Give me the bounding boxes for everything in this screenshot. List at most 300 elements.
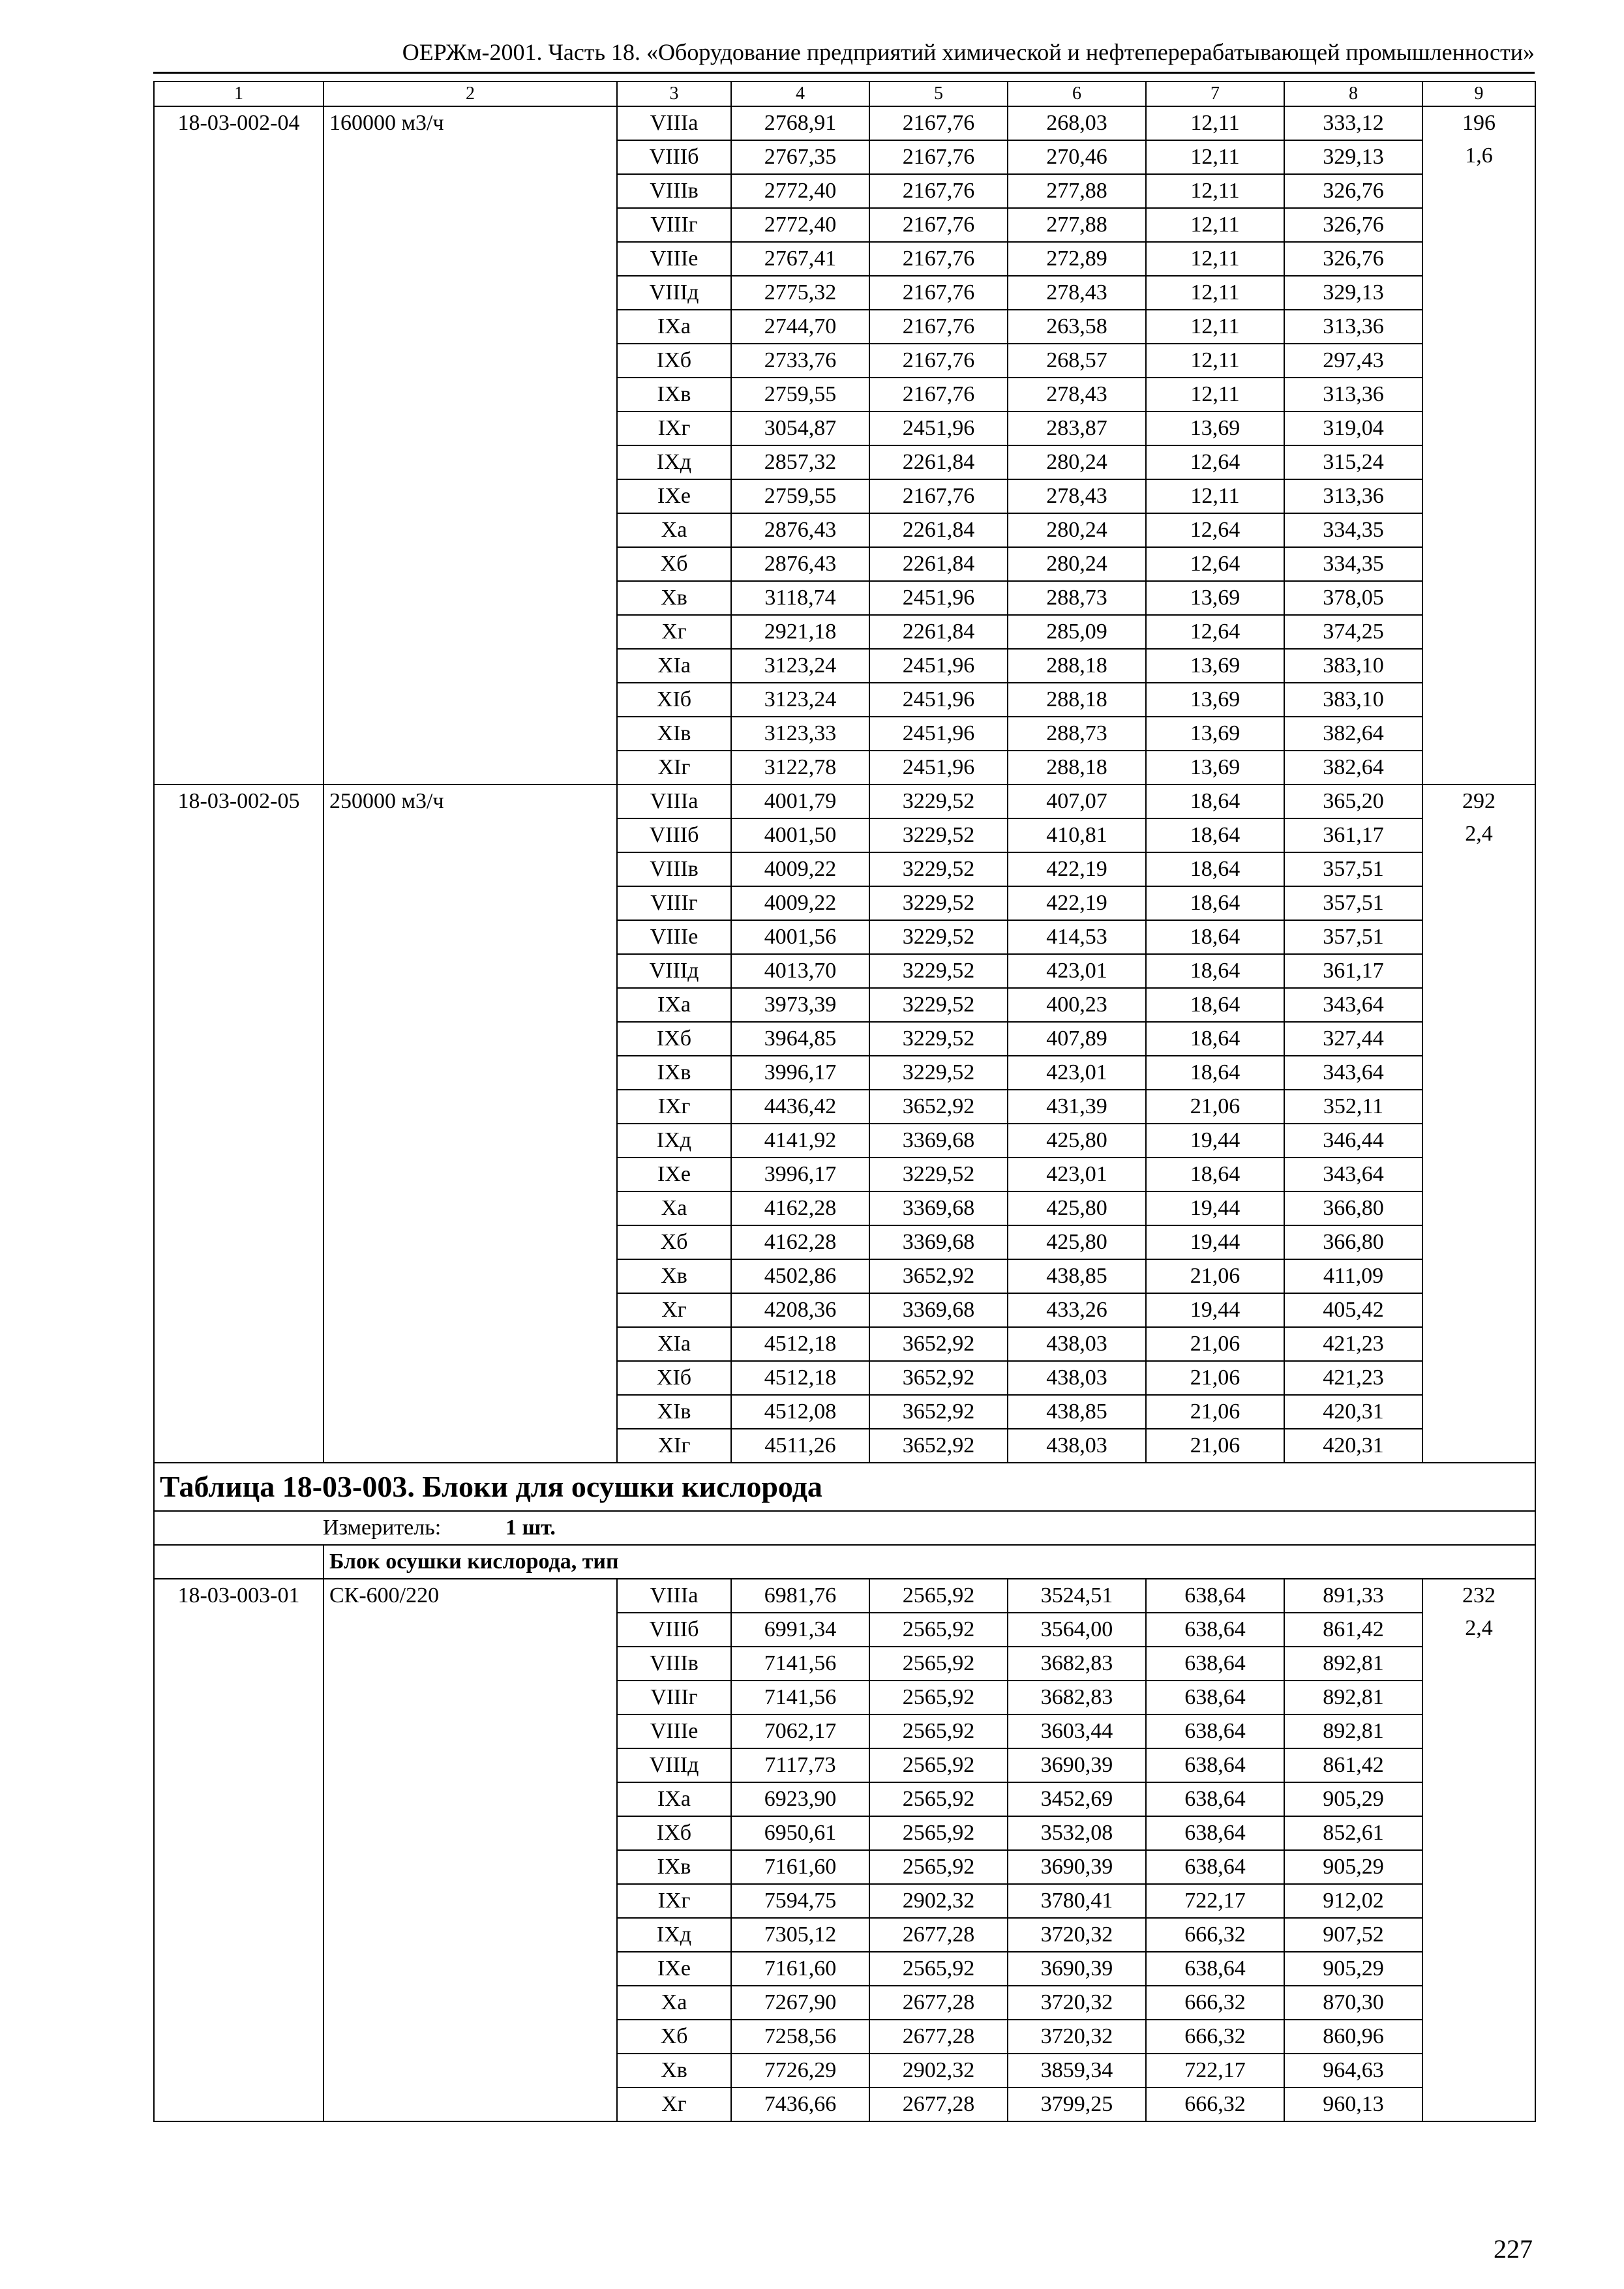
zone-cell: IXе xyxy=(617,1952,731,1986)
rates-table xyxy=(153,81,1536,2122)
value-cell: 7594,75 xyxy=(731,1884,869,1918)
column-number: 6 xyxy=(1008,82,1146,106)
value-cell: 2565,92 xyxy=(869,1579,1008,1613)
value-cell: 272,89 xyxy=(1008,242,1146,276)
zone-cell: IXа xyxy=(617,310,731,344)
column-number: 3 xyxy=(617,82,731,106)
weight-value: 232 xyxy=(1462,1583,1496,1608)
value-cell: 431,39 xyxy=(1008,1090,1146,1124)
value-cell: 12,64 xyxy=(1146,445,1284,479)
zone-cell: Xг xyxy=(617,1293,731,1327)
value-cell: 3123,24 xyxy=(731,649,869,683)
group-title: Блок осушки кислорода, тип xyxy=(323,1545,1535,1579)
value-cell: 268,57 xyxy=(1008,344,1146,378)
value-cell: 4001,56 xyxy=(731,920,869,954)
value-cell: 383,10 xyxy=(1284,649,1422,683)
value-cell: 13,69 xyxy=(1146,717,1284,751)
value-cell: 288,73 xyxy=(1008,581,1146,615)
column-number: 2 xyxy=(323,82,617,106)
value-cell: 6923,90 xyxy=(731,1782,869,1816)
zone-cell: VIIIв xyxy=(617,174,731,208)
value-cell: 361,17 xyxy=(1284,954,1422,988)
value-cell: 3229,52 xyxy=(869,886,1008,920)
zone-cell: Xб xyxy=(617,547,731,581)
value-cell: 852,61 xyxy=(1284,1816,1422,1850)
value-cell: 3652,92 xyxy=(869,1429,1008,1463)
value-cell: 280,24 xyxy=(1008,445,1146,479)
value-cell: 12,64 xyxy=(1146,547,1284,581)
value-cell: 3780,41 xyxy=(1008,1884,1146,1918)
value-cell: 2565,92 xyxy=(869,1782,1008,1816)
value-cell: 13,69 xyxy=(1146,581,1284,615)
weight-cell xyxy=(1422,106,1535,785)
value-cell: 18,64 xyxy=(1146,954,1284,988)
value-cell: 315,24 xyxy=(1284,445,1422,479)
value-cell: 288,18 xyxy=(1008,683,1146,717)
value-cell: 343,64 xyxy=(1284,988,1422,1022)
zone-cell: Xг xyxy=(617,2087,731,2121)
value-cell: 12,11 xyxy=(1146,140,1284,174)
value-cell: 4436,42 xyxy=(731,1090,869,1124)
value-cell: 912,02 xyxy=(1284,1884,1422,1918)
value-cell: 722,17 xyxy=(1146,1884,1284,1918)
value-cell: 2772,40 xyxy=(731,174,869,208)
value-cell: 638,64 xyxy=(1146,1850,1284,1884)
value-cell: 3229,52 xyxy=(869,920,1008,954)
value-cell: 297,43 xyxy=(1284,344,1422,378)
value-cell: 638,64 xyxy=(1146,1714,1284,1748)
value-cell: 421,23 xyxy=(1284,1361,1422,1395)
value-cell: 2677,28 xyxy=(869,1918,1008,1952)
item-name: 250000 м3/ч xyxy=(323,785,617,1463)
value-cell: 892,81 xyxy=(1284,1647,1422,1681)
header-rule xyxy=(153,72,1535,74)
zone-cell: VIIIа xyxy=(617,106,731,140)
value-cell: 438,85 xyxy=(1008,1395,1146,1429)
value-cell: 2677,28 xyxy=(869,2020,1008,2054)
value-cell: 378,05 xyxy=(1284,581,1422,615)
value-cell: 2677,28 xyxy=(869,2087,1008,2121)
zone-cell: IXв xyxy=(617,378,731,411)
value-cell: 425,80 xyxy=(1008,1191,1146,1225)
value-cell: 7267,90 xyxy=(731,1986,869,2020)
zone-cell: IXг xyxy=(617,411,731,445)
value-cell: 13,69 xyxy=(1146,683,1284,717)
value-cell: 2759,55 xyxy=(731,378,869,411)
value-cell: 346,44 xyxy=(1284,1124,1422,1158)
value-cell: 3123,33 xyxy=(731,717,869,751)
value-cell: 3720,32 xyxy=(1008,1986,1146,2020)
column-number-row xyxy=(154,82,1535,106)
weight-value: 292 xyxy=(1462,789,1496,813)
value-cell: 19,44 xyxy=(1146,1124,1284,1158)
value-cell: 326,76 xyxy=(1284,208,1422,242)
value-cell: 18,64 xyxy=(1146,1056,1284,1090)
value-cell: 3123,24 xyxy=(731,683,869,717)
value-cell: 13,69 xyxy=(1146,751,1284,785)
value-cell: 7161,60 xyxy=(731,1952,869,1986)
value-cell: 891,33 xyxy=(1284,1579,1422,1613)
value-cell: 327,44 xyxy=(1284,1022,1422,1056)
value-cell: 7726,29 xyxy=(731,2054,869,2087)
value-cell: 12,11 xyxy=(1146,310,1284,344)
zone-cell: VIIIб xyxy=(617,1613,731,1647)
value-cell: 414,53 xyxy=(1008,920,1146,954)
value-cell: 19,44 xyxy=(1146,1191,1284,1225)
measure-row xyxy=(154,1511,1535,1545)
value-cell: 366,80 xyxy=(1284,1191,1422,1225)
value-cell: 352,11 xyxy=(1284,1090,1422,1124)
value-cell: 313,36 xyxy=(1284,310,1422,344)
value-cell: 343,64 xyxy=(1284,1056,1422,1090)
value-cell: 2167,76 xyxy=(869,106,1008,140)
value-cell: 438,03 xyxy=(1008,1361,1146,1395)
value-cell: 2857,32 xyxy=(731,445,869,479)
value-cell: 12,11 xyxy=(1146,174,1284,208)
value-cell: 4009,22 xyxy=(731,886,869,920)
zone-cell: VIIIб xyxy=(617,818,731,852)
value-cell: 3720,32 xyxy=(1008,2020,1146,2054)
value-cell: 3859,34 xyxy=(1008,2054,1146,2087)
value-cell: 263,58 xyxy=(1008,310,1146,344)
value-cell: 19,44 xyxy=(1146,1293,1284,1327)
value-cell: 361,17 xyxy=(1284,818,1422,852)
value-cell: 423,01 xyxy=(1008,1158,1146,1191)
item-name: СК-600/220 xyxy=(323,1579,617,2121)
value-cell: 277,88 xyxy=(1008,208,1146,242)
table-row xyxy=(154,106,1535,140)
value-cell: 870,30 xyxy=(1284,1986,1422,2020)
value-cell: 425,80 xyxy=(1008,1225,1146,1259)
weight-value: 1,6 xyxy=(1465,143,1493,168)
value-cell: 12,11 xyxy=(1146,242,1284,276)
value-cell: 2167,76 xyxy=(869,242,1008,276)
value-cell: 638,64 xyxy=(1146,1681,1284,1714)
value-cell: 2767,41 xyxy=(731,242,869,276)
value-cell: 4013,70 xyxy=(731,954,869,988)
value-cell: 329,13 xyxy=(1284,140,1422,174)
value-cell: 4512,08 xyxy=(731,1395,869,1429)
value-cell: 2451,96 xyxy=(869,411,1008,445)
zone-cell: IXв xyxy=(617,1056,731,1090)
value-cell: 333,12 xyxy=(1284,106,1422,140)
value-cell: 3996,17 xyxy=(731,1056,869,1090)
value-cell: 283,87 xyxy=(1008,411,1146,445)
table-row xyxy=(154,1579,1535,1613)
value-cell: 21,06 xyxy=(1146,1361,1284,1395)
value-cell: 326,76 xyxy=(1284,174,1422,208)
value-cell: 400,23 xyxy=(1008,988,1146,1022)
value-cell: 21,06 xyxy=(1146,1259,1284,1293)
value-cell: 334,35 xyxy=(1284,513,1422,547)
value-cell: 638,64 xyxy=(1146,1613,1284,1647)
value-cell: 2921,18 xyxy=(731,615,869,649)
value-cell: 3973,39 xyxy=(731,988,869,1022)
value-cell: 2677,28 xyxy=(869,1986,1008,2020)
value-cell: 343,64 xyxy=(1284,1158,1422,1191)
zone-cell: IXг xyxy=(617,1884,731,1918)
zone-cell: Xа xyxy=(617,1191,731,1225)
table-title: Таблица 18-03-003. Блоки для осушки кислорода xyxy=(154,1463,1535,1511)
value-cell: 18,64 xyxy=(1146,886,1284,920)
value-cell: 3603,44 xyxy=(1008,1714,1146,1748)
value-cell: 2876,43 xyxy=(731,513,869,547)
column-number: 4 xyxy=(731,82,869,106)
value-cell: 3229,52 xyxy=(869,852,1008,886)
value-cell: 7305,12 xyxy=(731,1918,869,1952)
value-cell: 7258,56 xyxy=(731,2020,869,2054)
value-cell: 3652,92 xyxy=(869,1259,1008,1293)
column-number: 9 xyxy=(1422,82,1535,106)
value-cell: 4001,79 xyxy=(731,785,869,818)
zone-cell: VIIIг xyxy=(617,1681,731,1714)
value-cell: 2167,76 xyxy=(869,310,1008,344)
zone-cell: IXб xyxy=(617,1022,731,1056)
value-cell: 4512,18 xyxy=(731,1361,869,1395)
zone-cell: XIв xyxy=(617,1395,731,1429)
value-cell: 2451,96 xyxy=(869,649,1008,683)
value-cell: 905,29 xyxy=(1284,1850,1422,1884)
value-cell: 12,64 xyxy=(1146,615,1284,649)
value-cell: 638,64 xyxy=(1146,1782,1284,1816)
value-cell: 6991,34 xyxy=(731,1613,869,1647)
value-cell: 2744,70 xyxy=(731,310,869,344)
value-cell: 3229,52 xyxy=(869,1056,1008,1090)
value-cell: 2565,92 xyxy=(869,1816,1008,1850)
value-cell: 7062,17 xyxy=(731,1714,869,1748)
value-cell: 18,64 xyxy=(1146,988,1284,1022)
value-cell: 861,42 xyxy=(1284,1613,1422,1647)
value-cell: 3369,68 xyxy=(869,1124,1008,1158)
zone-cell: IXб xyxy=(617,1816,731,1850)
value-cell: 3652,92 xyxy=(869,1395,1008,1429)
value-cell: 905,29 xyxy=(1284,1782,1422,1816)
value-cell: 3122,78 xyxy=(731,751,869,785)
value-cell: 326,76 xyxy=(1284,242,1422,276)
value-cell: 2733,76 xyxy=(731,344,869,378)
value-cell: 12,11 xyxy=(1146,276,1284,310)
value-cell: 313,36 xyxy=(1284,479,1422,513)
zone-cell: VIIIе xyxy=(617,242,731,276)
value-cell: 12,11 xyxy=(1146,208,1284,242)
weight-value: 196 xyxy=(1462,111,1496,135)
value-cell: 892,81 xyxy=(1284,1681,1422,1714)
zone-cell: VIIIг xyxy=(617,208,731,242)
value-cell: 12,64 xyxy=(1146,513,1284,547)
value-cell: 2261,84 xyxy=(869,445,1008,479)
value-cell: 2167,76 xyxy=(869,174,1008,208)
value-cell: 13,69 xyxy=(1146,411,1284,445)
value-cell: 892,81 xyxy=(1284,1714,1422,1748)
value-cell: 4502,86 xyxy=(731,1259,869,1293)
weight-value: 2,4 xyxy=(1465,1616,1493,1640)
value-cell: 268,03 xyxy=(1008,106,1146,140)
value-cell: 319,04 xyxy=(1284,411,1422,445)
value-cell: 2167,76 xyxy=(869,479,1008,513)
value-cell: 905,29 xyxy=(1284,1952,1422,1986)
value-cell: 407,07 xyxy=(1008,785,1146,818)
value-cell: 278,43 xyxy=(1008,276,1146,310)
value-cell: 329,13 xyxy=(1284,276,1422,310)
value-cell: 907,52 xyxy=(1284,1918,1422,1952)
value-cell: 2261,84 xyxy=(869,513,1008,547)
value-cell: 405,42 xyxy=(1284,1293,1422,1327)
value-cell: 3229,52 xyxy=(869,785,1008,818)
value-cell: 334,35 xyxy=(1284,547,1422,581)
zone-cell: XIа xyxy=(617,649,731,683)
measure-label: Измеритель: xyxy=(323,1516,442,1540)
zone-cell: Xг xyxy=(617,615,731,649)
value-cell: 278,43 xyxy=(1008,378,1146,411)
value-cell: 7141,56 xyxy=(731,1647,869,1681)
value-cell: 270,46 xyxy=(1008,140,1146,174)
value-cell: 2451,96 xyxy=(869,683,1008,717)
value-cell: 3229,52 xyxy=(869,1158,1008,1191)
zone-cell: IXе xyxy=(617,1158,731,1191)
value-cell: 3054,87 xyxy=(731,411,869,445)
value-cell: 438,85 xyxy=(1008,1259,1146,1293)
value-cell: 964,63 xyxy=(1284,2054,1422,2087)
value-cell: 2565,92 xyxy=(869,1647,1008,1681)
zone-cell: XIг xyxy=(617,751,731,785)
value-cell: 638,64 xyxy=(1146,1647,1284,1681)
item-code: 18-03-002-05 xyxy=(154,785,323,1463)
zone-cell: IXа xyxy=(617,988,731,1022)
zone-cell: IXд xyxy=(617,1124,731,1158)
value-cell: 12,11 xyxy=(1146,378,1284,411)
value-cell: 3118,74 xyxy=(731,581,869,615)
value-cell: 420,31 xyxy=(1284,1429,1422,1463)
value-cell: 420,31 xyxy=(1284,1395,1422,1429)
value-cell: 3452,69 xyxy=(1008,1782,1146,1816)
value-cell: 288,18 xyxy=(1008,649,1146,683)
value-cell: 2902,32 xyxy=(869,2054,1008,2087)
value-cell: 2565,92 xyxy=(869,1952,1008,1986)
value-cell: 2565,92 xyxy=(869,1748,1008,1782)
value-cell: 13,69 xyxy=(1146,649,1284,683)
weight-value: 2,4 xyxy=(1465,822,1493,846)
zone-cell: XIв xyxy=(617,717,731,751)
zone-cell: VIIIб xyxy=(617,140,731,174)
column-number: 5 xyxy=(869,82,1008,106)
value-cell: 3996,17 xyxy=(731,1158,869,1191)
value-cell: 2261,84 xyxy=(869,615,1008,649)
value-cell: 2565,92 xyxy=(869,1850,1008,1884)
value-cell: 4208,36 xyxy=(731,1293,869,1327)
value-cell: 18,64 xyxy=(1146,920,1284,954)
zone-cell: VIIIа xyxy=(617,1579,731,1613)
value-cell: 422,19 xyxy=(1008,886,1146,920)
value-cell: 4009,22 xyxy=(731,852,869,886)
value-cell: 2451,96 xyxy=(869,581,1008,615)
value-cell: 2876,43 xyxy=(731,547,869,581)
value-cell: 18,64 xyxy=(1146,1158,1284,1191)
value-cell: 3532,08 xyxy=(1008,1816,1146,1850)
weight-cell xyxy=(1422,785,1535,1463)
zone-cell: Xб xyxy=(617,1225,731,1259)
value-cell: 410,81 xyxy=(1008,818,1146,852)
value-cell: 12,11 xyxy=(1146,344,1284,378)
value-cell: 278,43 xyxy=(1008,479,1146,513)
value-cell: 3564,00 xyxy=(1008,1613,1146,1647)
value-cell: 21,06 xyxy=(1146,1327,1284,1361)
value-cell: 3652,92 xyxy=(869,1327,1008,1361)
value-cell: 4162,28 xyxy=(731,1191,869,1225)
value-cell: 4162,28 xyxy=(731,1225,869,1259)
value-cell: 6981,76 xyxy=(731,1579,869,1613)
value-cell: 2767,35 xyxy=(731,140,869,174)
value-cell: 438,03 xyxy=(1008,1429,1146,1463)
value-cell: 21,06 xyxy=(1146,1395,1284,1429)
zone-cell: IXд xyxy=(617,445,731,479)
value-cell: 383,10 xyxy=(1284,683,1422,717)
zone-cell: IXе xyxy=(617,479,731,513)
value-cell: 382,64 xyxy=(1284,717,1422,751)
item-code: 18-03-003-01 xyxy=(154,1579,323,2121)
value-cell: 861,42 xyxy=(1284,1748,1422,1782)
zone-cell: VIIIв xyxy=(617,852,731,886)
value-cell: 438,03 xyxy=(1008,1327,1146,1361)
value-cell: 357,51 xyxy=(1284,886,1422,920)
item-code: 18-03-002-04 xyxy=(154,106,323,785)
value-cell: 638,64 xyxy=(1146,1748,1284,1782)
value-cell: 2451,96 xyxy=(869,751,1008,785)
value-cell: 2565,92 xyxy=(869,1613,1008,1647)
value-cell: 2167,76 xyxy=(869,208,1008,242)
zone-cell: XIа xyxy=(617,1327,731,1361)
zone-cell: VIIIд xyxy=(617,276,731,310)
zone-cell: Xа xyxy=(617,1986,731,2020)
value-cell: 2167,76 xyxy=(869,344,1008,378)
value-cell: 3229,52 xyxy=(869,1022,1008,1056)
value-cell: 3690,39 xyxy=(1008,1748,1146,1782)
zone-cell: XIг xyxy=(617,1429,731,1463)
value-cell: 3229,52 xyxy=(869,954,1008,988)
value-cell: 666,32 xyxy=(1146,2087,1284,2121)
value-cell: 3369,68 xyxy=(869,1225,1008,1259)
value-cell: 3682,83 xyxy=(1008,1647,1146,1681)
value-cell: 638,64 xyxy=(1146,1952,1284,1986)
value-cell: 3799,25 xyxy=(1008,2087,1146,2121)
value-cell: 3652,92 xyxy=(869,1361,1008,1395)
measure-cell xyxy=(154,1511,1535,1545)
zone-cell: Xб xyxy=(617,2020,731,2054)
value-cell: 19,44 xyxy=(1146,1225,1284,1259)
value-cell: 3369,68 xyxy=(869,1191,1008,1225)
value-cell: 3690,39 xyxy=(1008,1952,1146,1986)
group-title-row xyxy=(154,1545,1535,1579)
value-cell: 18,64 xyxy=(1146,785,1284,818)
value-cell: 407,89 xyxy=(1008,1022,1146,1056)
value-cell: 4141,92 xyxy=(731,1124,869,1158)
value-cell: 2768,91 xyxy=(731,106,869,140)
zone-cell: VIIIа xyxy=(617,785,731,818)
value-cell: 7141,56 xyxy=(731,1681,869,1714)
value-cell: 3690,39 xyxy=(1008,1850,1146,1884)
value-cell: 2772,40 xyxy=(731,208,869,242)
zone-cell: XIб xyxy=(617,1361,731,1395)
zone-cell: Xв xyxy=(617,1259,731,1293)
value-cell: 357,51 xyxy=(1284,920,1422,954)
value-cell: 3229,52 xyxy=(869,818,1008,852)
value-cell: 18,64 xyxy=(1146,1022,1284,1056)
value-cell: 2261,84 xyxy=(869,547,1008,581)
value-cell: 4511,26 xyxy=(731,1429,869,1463)
running-header: ОЕРЖм-2001. Часть 18. «Оборудование предприятий химической и нефтеперерабатывающей промышленности» xyxy=(402,39,1535,65)
zone-cell: IXг xyxy=(617,1090,731,1124)
table-title-row xyxy=(154,1463,1535,1511)
value-cell: 7117,73 xyxy=(731,1748,869,1782)
